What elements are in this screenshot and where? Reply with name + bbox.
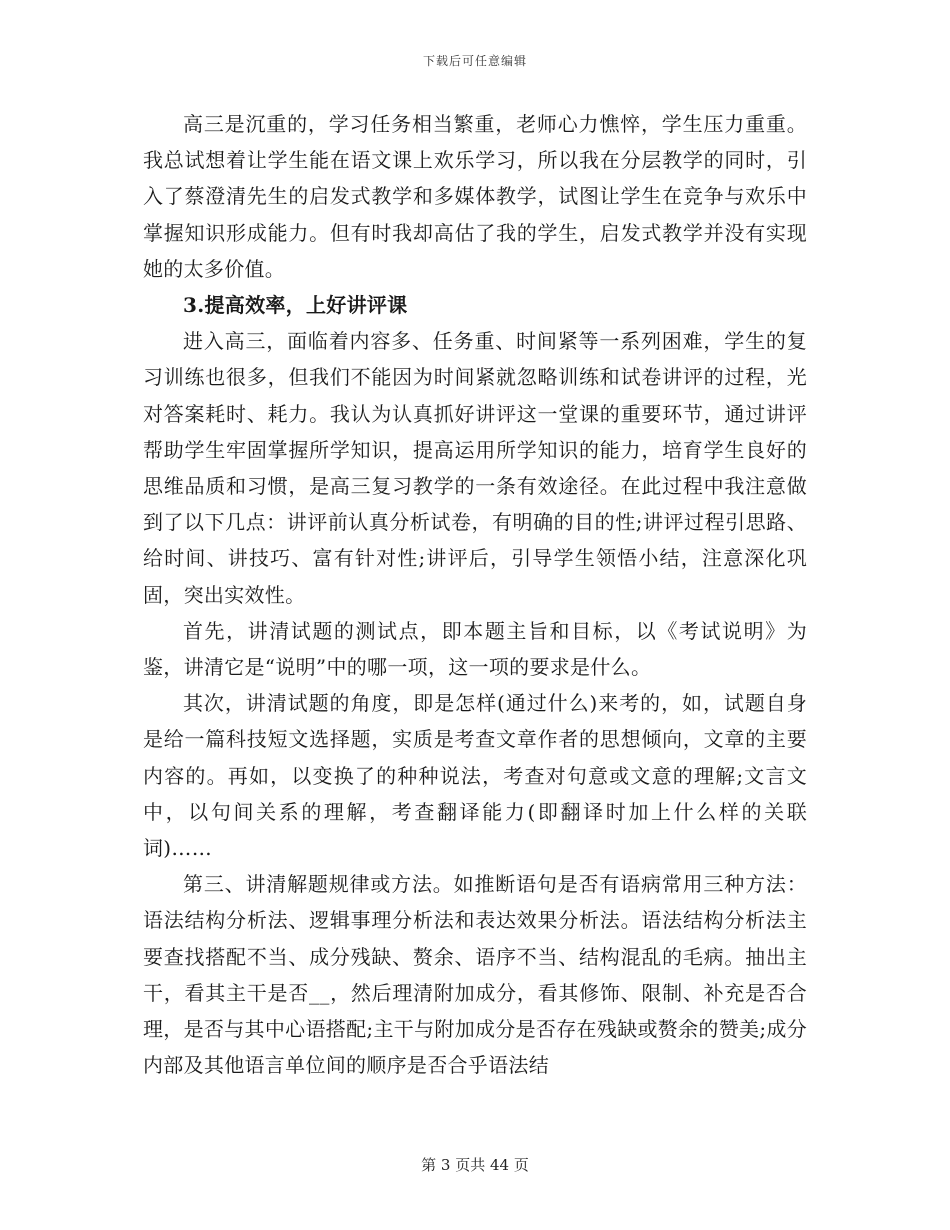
page-footer: 第 3 页共 44 页 <box>421 1156 529 1174</box>
paragraph-3: 首先，讲清试题的测试点，即本题主旨和目标，以《考试说明》为鉴，讲清它是“说明”中的哪一项，这一项的要求是什么。 <box>143 618 807 680</box>
page-header: 下载后可任意编辑 <box>422 54 527 68</box>
document-body <box>143 106 807 1083</box>
paragraph-2: 进入高三，面临着内容多、任务重、时间紧等一系列困难，学生的复习训练也很多，但我们不能因为时间紧就忽略训练和试卷讲评的过程，光对答案耗时、耗力。我认为认真抓好讲评这一堂课的重要环节，通过讲评帮助学生牢固掌握所学知识，提高运用所学知识的能力，培育学生良好的思维品质和习惯，是高三复习教学的一条有效途径。在此过程中我注意做到了以下几点：讲评前认真分析试卷，有明确的目的性;讲评过程引思路、给时间、讲技巧、富有针对性;讲评后，引导学生领悟小结，注意深化巩固，突出实效性。 <box>143 329 807 607</box>
paragraph-5: 第三、讲清解题规律或方法。如推断语句是否有语病常用三种方法：语法结构分析法、逻辑事理分析法和表达效果分析法。语法结构分析法主要查找搭配不当、成分残缺、赘余、语序不当、结构混乱的毛病。抽出主干，看其主干是否__，然后理清附加成分，看其修饰、限制、补充是否合理，是否与其中心语搭配;主干与附加成分是否存在残缺或赘余的赞美;成分内部及其他语言单位间的顺序是否合乎语法结 <box>143 872 807 1078</box>
paragraph-1: 高三是沉重的，学习任务相当繁重，老师心力憔悴，学生压力重重。我总试想着让学生能在语文课上欢乐学习，所以我在分层教学的同时，引入了蔡澄清先生的启发式教学和多媒体教学，试图让学生在竞争与欢乐中掌握知识形成能力。但有时我却高估了我的学生，启发式教学并没有实现她的太多价值。 <box>143 112 807 281</box>
paragraph-4: 其次，讲清试题的角度，即是怎样(通过什么)来考的，如，试题自身是给一篇科技短文选择题，实质是考查文章作者的思想倾向，文章的主要内容的。再如，以变换了的种种说法，考查对句意或文意的理解;文言文中，以句间关系的理解，考查翻译能力(即翻译时加上什么样的关联词)…… <box>143 691 807 861</box>
section-heading: 3.提高效率，上好讲评课 <box>183 293 408 318</box>
